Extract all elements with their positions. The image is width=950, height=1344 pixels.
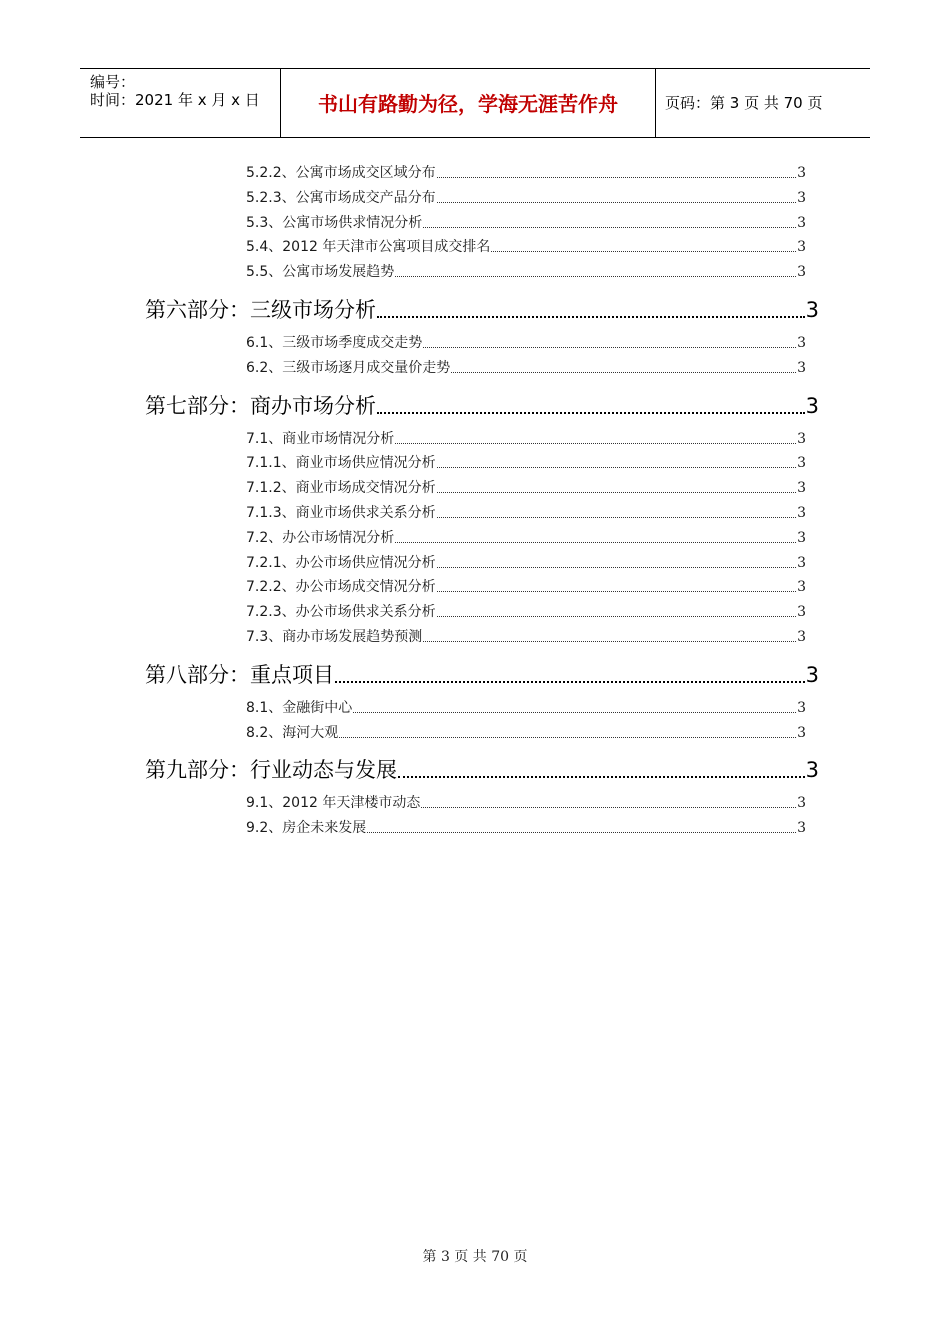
toc-dot-leader xyxy=(395,276,796,277)
toc-entry-title: 7.1.2、商业市场成交情况分析 xyxy=(246,480,436,497)
toc-page-number: 3 xyxy=(797,505,806,521)
toc-entry-title: 7.2、办公市场情况分析 xyxy=(246,529,395,546)
toc-page-number: 3 xyxy=(797,359,806,376)
toc-chapter-entry[interactable] xyxy=(145,390,819,420)
toc-section-entry[interactable] xyxy=(246,792,806,812)
toc-entry-title: 9.2、房企未来发展 xyxy=(246,820,367,837)
toc-section-entry[interactable] xyxy=(246,236,806,256)
toc-dot-leader xyxy=(437,492,796,493)
toc-section-entry[interactable] xyxy=(246,162,806,182)
toc-entry-title: 6.2、三级市场逐月成交量价走势 xyxy=(246,359,451,376)
toc-entry-title: 6.1、三级市场季度成交走势 xyxy=(246,335,423,351)
toc-page-number: 3 xyxy=(797,239,806,256)
toc-entry-title: 5.2.2、公寓市场成交区域分布 xyxy=(246,165,436,181)
toc-entry-title: 7.2.1、办公市场供应情况分析 xyxy=(246,554,436,571)
toc-entry-title: 第八部分：重点项目 xyxy=(145,662,334,687)
toc-section-entry[interactable] xyxy=(246,722,806,742)
toc-dot-leader xyxy=(423,227,796,228)
toc-page-number: 3 xyxy=(797,430,806,447)
toc-page-number: 3 xyxy=(797,724,806,741)
toc-section-entry[interactable] xyxy=(246,527,806,547)
toc-entry-title: 第六部分：三级市场分析 xyxy=(145,298,376,322)
toc-dot-leader xyxy=(377,316,805,318)
toc-section-entry[interactable] xyxy=(246,552,806,572)
toc-chapter-entry[interactable] xyxy=(145,754,819,784)
toc-chapter-entry[interactable] xyxy=(145,294,819,324)
toc-section-entry[interactable] xyxy=(246,576,806,596)
toc-dot-leader xyxy=(395,542,796,543)
toc-dot-leader xyxy=(437,517,796,518)
toc-entry-title: 5.3、公寓市场供求情况分析 xyxy=(246,214,423,231)
toc-dot-leader xyxy=(367,832,796,833)
toc-dot-leader xyxy=(335,681,805,683)
toc-section-entry[interactable] xyxy=(246,477,806,497)
toc-dot-leader xyxy=(339,737,796,738)
toc-section-entry[interactable] xyxy=(246,626,806,646)
toc-entry-title: 7.2.3、办公市场供求关系分析 xyxy=(246,604,436,621)
toc-page-number: 3 xyxy=(805,298,819,322)
toc-dot-leader xyxy=(437,591,796,592)
toc-dot-leader xyxy=(423,641,796,642)
toc-dot-leader xyxy=(353,712,796,713)
toc-page-number: 3 xyxy=(797,264,806,281)
toc-section-entry[interactable] xyxy=(246,502,806,522)
toc-dot-leader xyxy=(437,616,796,617)
toc-entry-title: 第七部分：商办市场分析 xyxy=(145,393,376,418)
page-footer: 第 3 页 共 70 页 xyxy=(422,1249,528,1265)
toc-dot-leader xyxy=(437,202,796,203)
toc-page-number: 3 xyxy=(805,758,819,783)
toc-dot-leader xyxy=(437,467,796,468)
header-left-cell xyxy=(80,69,280,137)
toc-entry-title: 8.1、金融街中心 xyxy=(246,699,353,716)
document-number-label: 编号： xyxy=(90,73,136,91)
toc-entry-title: 5.4、2012 年天津市公寓项目成交排名 xyxy=(246,239,491,256)
toc-entry-title: 7.2.2、办公市场成交情况分析 xyxy=(246,579,436,596)
toc-dot-leader xyxy=(491,251,796,252)
toc-entry-title: 7.1.3、商业市场供求关系分析 xyxy=(246,505,436,521)
toc-page-number: 3 xyxy=(805,393,819,418)
toc-entry-title: 9.1、2012 年天津楼市动态 xyxy=(246,795,421,812)
toc-page-number: 3 xyxy=(797,629,806,645)
toc-section-entry[interactable] xyxy=(246,428,806,448)
toc-section-entry[interactable] xyxy=(246,332,806,352)
toc-page-number: 3 xyxy=(797,795,806,812)
toc-page-number: 3 xyxy=(797,554,806,571)
toc-entry-title: 第九部分：行业动态与发展 xyxy=(145,758,397,783)
toc-page-number: 3 xyxy=(797,579,806,596)
document-date: 时间：2021 年 x 月 x 日 xyxy=(90,91,260,109)
toc-dot-leader xyxy=(451,372,796,373)
page-header xyxy=(80,68,870,138)
toc-entry-title: 7.1.1、商业市场供应情况分析 xyxy=(246,455,436,472)
toc-dot-leader xyxy=(377,412,805,414)
toc-dot-leader xyxy=(437,177,796,178)
toc-section-entry[interactable] xyxy=(246,452,806,472)
toc-chapter-entry[interactable] xyxy=(145,659,819,689)
toc-entry-title: 8.2、海河大观 xyxy=(246,724,339,741)
toc-page-number: 3 xyxy=(797,529,806,546)
toc-section-entry[interactable] xyxy=(246,212,806,232)
toc-page-number: 3 xyxy=(797,214,806,231)
toc-section-entry[interactable] xyxy=(246,697,806,717)
toc-page-number: 3 xyxy=(797,480,806,497)
toc-page-number: 3 xyxy=(797,165,806,181)
toc-entry-title: 5.2.3、公寓市场成交产品分布 xyxy=(246,189,436,206)
toc-page-number: 3 xyxy=(797,699,806,716)
toc-entry-title: 7.1、商业市场情况分析 xyxy=(246,430,395,447)
toc-dot-leader xyxy=(437,567,796,568)
toc-page-number: 3 xyxy=(797,335,806,351)
header-page-info: 页码：第 3 页 共 70 页 xyxy=(665,94,823,112)
header-page-cell xyxy=(655,69,870,137)
toc-section-entry[interactable] xyxy=(246,357,806,377)
toc-dot-leader xyxy=(395,443,796,444)
toc-dot-leader xyxy=(398,776,805,778)
toc-page-number: 3 xyxy=(805,662,819,687)
header-motto-cell xyxy=(280,69,656,137)
toc-entry-title: 5.5、公寓市场发展趋势 xyxy=(246,264,395,281)
header-motto: 书山有路勤为径，学海无涯苦作舟 xyxy=(318,92,618,116)
toc-section-entry[interactable] xyxy=(246,187,806,207)
toc-entry-title: 7.3、商办市场发展趋势预测 xyxy=(246,629,423,645)
toc-page-number: 3 xyxy=(797,604,806,621)
toc-page-number: 3 xyxy=(797,189,806,206)
toc-dot-leader xyxy=(423,347,796,348)
toc-page-number: 3 xyxy=(797,820,806,837)
toc-page-number: 3 xyxy=(797,455,806,472)
toc-section-entry[interactable] xyxy=(246,601,806,621)
toc-dot-leader xyxy=(421,807,796,808)
toc-section-entry[interactable] xyxy=(246,817,806,837)
toc-section-entry[interactable] xyxy=(246,261,806,281)
